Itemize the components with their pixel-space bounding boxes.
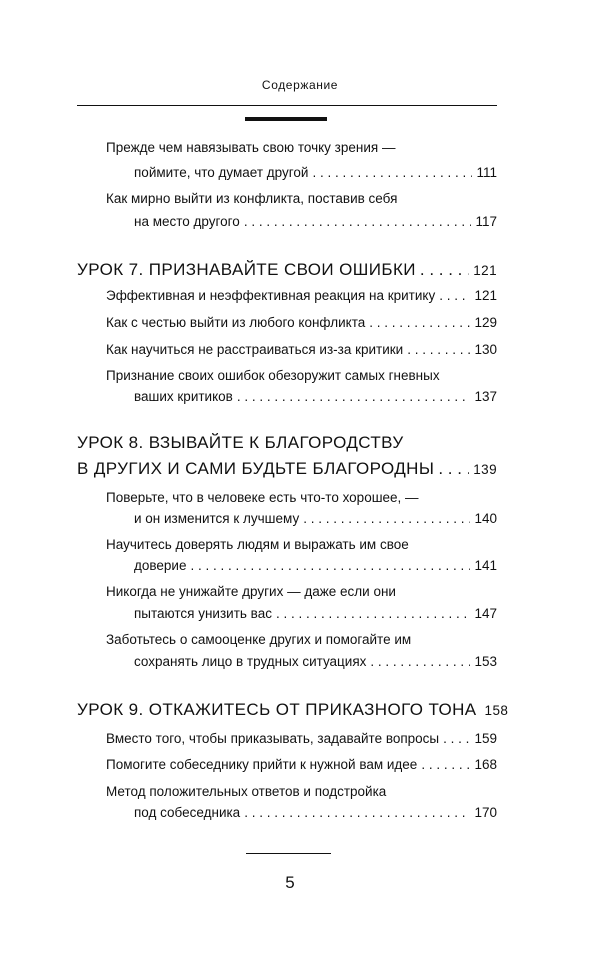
toc-page-number: 147 bbox=[474, 606, 497, 621]
leader-dots bbox=[369, 315, 470, 330]
toc-page-number: 121 bbox=[474, 288, 497, 303]
toc-lesson-entry[interactable] bbox=[77, 260, 497, 280]
toc-page-number: 121 bbox=[473, 263, 497, 278]
lesson-title: УРОК 7. ПРИЗНАВАЙТЕ СВОИ ОШИБКИ bbox=[77, 260, 416, 279]
toc-entry-title: под собеседника bbox=[134, 805, 241, 820]
toc-entry-title: Как научиться не расстраиваться из-за критики bbox=[106, 342, 404, 357]
toc-entry[interactable] bbox=[134, 606, 497, 621]
leader-dots bbox=[443, 731, 470, 746]
toc-entry[interactable] bbox=[134, 511, 497, 526]
toc-entry[interactable] bbox=[134, 389, 497, 404]
lesson-title: В ДРУГИХ И САМИ БУДЬТЕ БЛАГОРОДНЫ bbox=[77, 459, 435, 478]
toc-page-number: 153 bbox=[474, 654, 497, 669]
toc-entry[interactable] bbox=[106, 342, 497, 357]
toc-entry-title: Никогда не унижайте других — даже если они bbox=[106, 584, 396, 599]
running-header: Содержание bbox=[261, 78, 339, 92]
leader-dots bbox=[439, 288, 470, 303]
leader-dots bbox=[237, 389, 471, 404]
toc-entry-title: ваших критиков bbox=[134, 389, 233, 404]
toc-page-number: 159 bbox=[474, 731, 497, 746]
toc-entry[interactable] bbox=[134, 214, 497, 229]
toc-entry[interactable] bbox=[106, 315, 497, 330]
toc-page-number: 130 bbox=[474, 342, 497, 357]
leader-dots bbox=[421, 757, 470, 772]
toc-page-number: 168 bbox=[474, 757, 497, 772]
toc-entry-title: Как с честью выйти из любого конфликта bbox=[106, 315, 366, 330]
toc-entry-title: Метод положительных ответов и подстройка bbox=[106, 784, 387, 799]
toc-entry[interactable] bbox=[134, 654, 497, 669]
leader-dots bbox=[244, 805, 470, 820]
header-rule-bar bbox=[245, 117, 327, 121]
toc-page-number: 141 bbox=[474, 558, 497, 573]
leader-dots bbox=[244, 214, 472, 229]
toc-entry[interactable] bbox=[134, 558, 497, 573]
lesson-title: УРОК 8. ВЗЫВАЙТЕ К БЛАГОРОДСТВУ bbox=[77, 433, 404, 452]
leader-dots bbox=[438, 459, 469, 479]
toc-entry-title: пытаются унизить вас bbox=[134, 606, 272, 621]
toc-page-number: 139 bbox=[473, 462, 497, 477]
toc-entry-title: Помогите собеседнику прийти к нужной вам идее bbox=[106, 757, 418, 772]
leader-dots bbox=[190, 558, 470, 573]
toc-page-number: 140 bbox=[474, 511, 497, 526]
toc-entry[interactable] bbox=[106, 731, 497, 746]
toc-page-number: 158 bbox=[484, 703, 509, 718]
toc-entry-title: на место другого bbox=[134, 214, 240, 229]
toc-entry-title: Научитесь доверять людям и выражать им свое bbox=[106, 537, 409, 552]
page-number: 5 bbox=[285, 873, 295, 892]
toc-entry-title: сохранять лицо в трудных ситуациях bbox=[134, 654, 367, 669]
toc-page-number: 170 bbox=[474, 805, 497, 820]
leader-dots bbox=[303, 511, 470, 526]
leader-dots bbox=[420, 260, 469, 280]
toc-entry-title: поймите, что думает другой bbox=[134, 165, 309, 180]
toc-entry[interactable] bbox=[134, 165, 497, 180]
toc-entry[interactable] bbox=[106, 757, 497, 772]
toc-lesson-entry[interactable] bbox=[77, 700, 509, 720]
toc-lesson-entry[interactable] bbox=[77, 459, 497, 479]
toc-page-number: 137 bbox=[474, 389, 497, 404]
toc-entry-title: Признание своих ошибок обезоружит самых гневных bbox=[106, 368, 440, 383]
toc-entry-title: Поверьте, что в человеке есть что-то хорошее, — bbox=[106, 490, 419, 505]
toc-entry-title: доверие bbox=[134, 558, 187, 573]
toc-entry-title: и он изменится к лучшему bbox=[134, 511, 300, 526]
toc-page-number: 129 bbox=[474, 315, 497, 330]
header-rule bbox=[77, 105, 497, 106]
lesson-title: УРОК 9. ОТКАЖИТЕСЬ ОТ ПРИКАЗНОГО ТОНА bbox=[77, 700, 477, 719]
toc-entry-title: Заботьтесь о самооценке других и помогайте им bbox=[106, 632, 412, 647]
toc-entry-title: Как мирно выйти из конфликта, поставив себя bbox=[106, 191, 398, 206]
toc-page-number: 117 bbox=[475, 214, 497, 229]
leader-dots bbox=[312, 165, 472, 180]
leader-dots bbox=[276, 606, 471, 621]
leader-dots bbox=[370, 654, 470, 669]
footer-rule bbox=[246, 853, 331, 854]
toc-entry-title: Вместо того, чтобы приказывать, задавайте вопросы bbox=[106, 731, 440, 746]
toc-entry[interactable] bbox=[134, 805, 497, 820]
toc-entry[interactable] bbox=[106, 288, 497, 303]
toc-page-number: 111 bbox=[476, 165, 497, 180]
leader-dots bbox=[407, 342, 470, 357]
toc-entry-title: Прежде чем навязывать свою точку зрения — bbox=[106, 140, 396, 155]
toc-entry-title: Эффективная и неэффективная реакция на критику bbox=[106, 288, 436, 303]
